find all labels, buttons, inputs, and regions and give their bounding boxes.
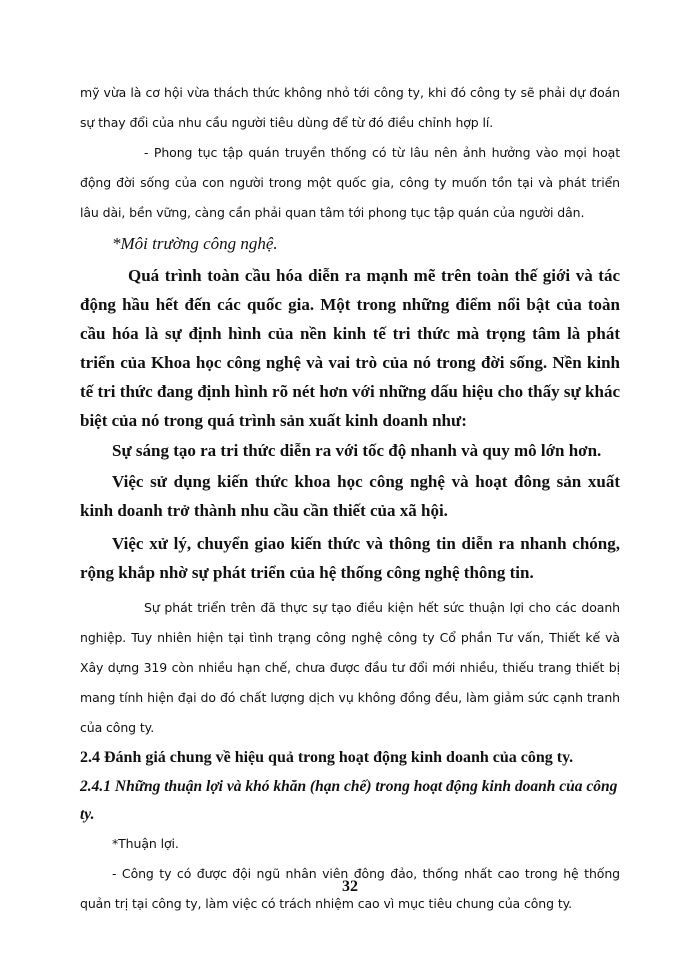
paragraph-staff: - Công ty có được đội ngũ nhân viên đông đảo, thống nhất cao trong hệ thống quản trị tại công ty, làm việc có trách nhiệm cao vì mục tiêu chung của công ty. — [80, 866, 620, 911]
section-label-technology: *Môi trường công nghệ. — [112, 234, 278, 253]
section-heading-2-4: 2.4 Đánh giá chung về hiệu quả trong hoạt động kinh doanh của công ty. — [80, 749, 574, 766]
document-page — [80, 78, 620, 919]
paragraph-globalization: Quá trình toàn cầu hóa diễn ra mạnh mẽ trên toàn thế giới và tác động hầu hết đến các quốc gia. Một trong những điểm nổi bật của toàn cầu hóa là sự định hình của nền kinh tế tri thức mà trọng tâm là phát triển của Khoa học công nghệ và vai trò của nó trong đời sống. Nền kinh tế tri thức đang định hình rõ nét hơn với những dấu hiệu cho thấy sự khác biệt của nó trong quá trình sản xuất kinh doanh như: — [80, 266, 620, 430]
section-heading-2-4-1: 2.4.1 Những thuận lợi và khó khăn (hạn chế) trong hoạt động kinh doanh của công ty. — [80, 778, 618, 823]
paragraph-knowledge-creation: Sự sáng tạo ra tri thức diễn ra với tốc độ nhanh và quy mô lớn hơn. — [112, 441, 602, 460]
paragraph-knowledge-transfer: Việc xử lý, chuyển giao kiến thức và thông tin diễn ra nhanh chóng, rộng khắp nhờ sự phát triển của hệ thống công nghệ thông tin. — [80, 534, 620, 582]
page-number: 32 — [342, 878, 358, 895]
paragraph-knowledge-use: Việc sử dụng kiến thức khoa học công nghệ và hoạt đông sản xuất kinh doanh trở thành nhu cầu cần thiết của xã hội. — [80, 472, 620, 520]
paragraph-customs: - Phong tục tập quán truyền thống có từ lâu nên ảnh hưởng vào mọi hoạt động đời sống của con người trong một quốc gia, công ty muốn tồn tại và phát triển lâu dài, bền vững, càng cần phải quan tâm tới phong tục tập quán của người dân. — [80, 145, 620, 220]
paragraph-continuation: mỹ vừa là cơ hội vừa thách thức không nhỏ tới công ty, khi đó công ty sẽ phải dự đoán sự thay đổi của nhu cầu người tiêu dùng để từ đó điều chỉnh hợp lí. — [80, 85, 620, 130]
label-advantages: *Thuận lợi. — [112, 836, 179, 851]
paragraph-development: Sự phát triển trên đã thực sự tạo điều kiện hết sức thuận lợi cho các doanh nghiệp. Tuy nhiên hiện tại tình trạng công nghệ công ty Cổ phần Tư vấn, Thiết kế và Xây dựng 319 còn nhiều hạn chế, chưa được đầu tư đổi mới nhiều, thiếu trang thiết bị mang tính hiện đại do đó chất lượng dịch vụ không đồng đều, làm giảm sức cạnh tranh của công ty. — [80, 600, 620, 735]
